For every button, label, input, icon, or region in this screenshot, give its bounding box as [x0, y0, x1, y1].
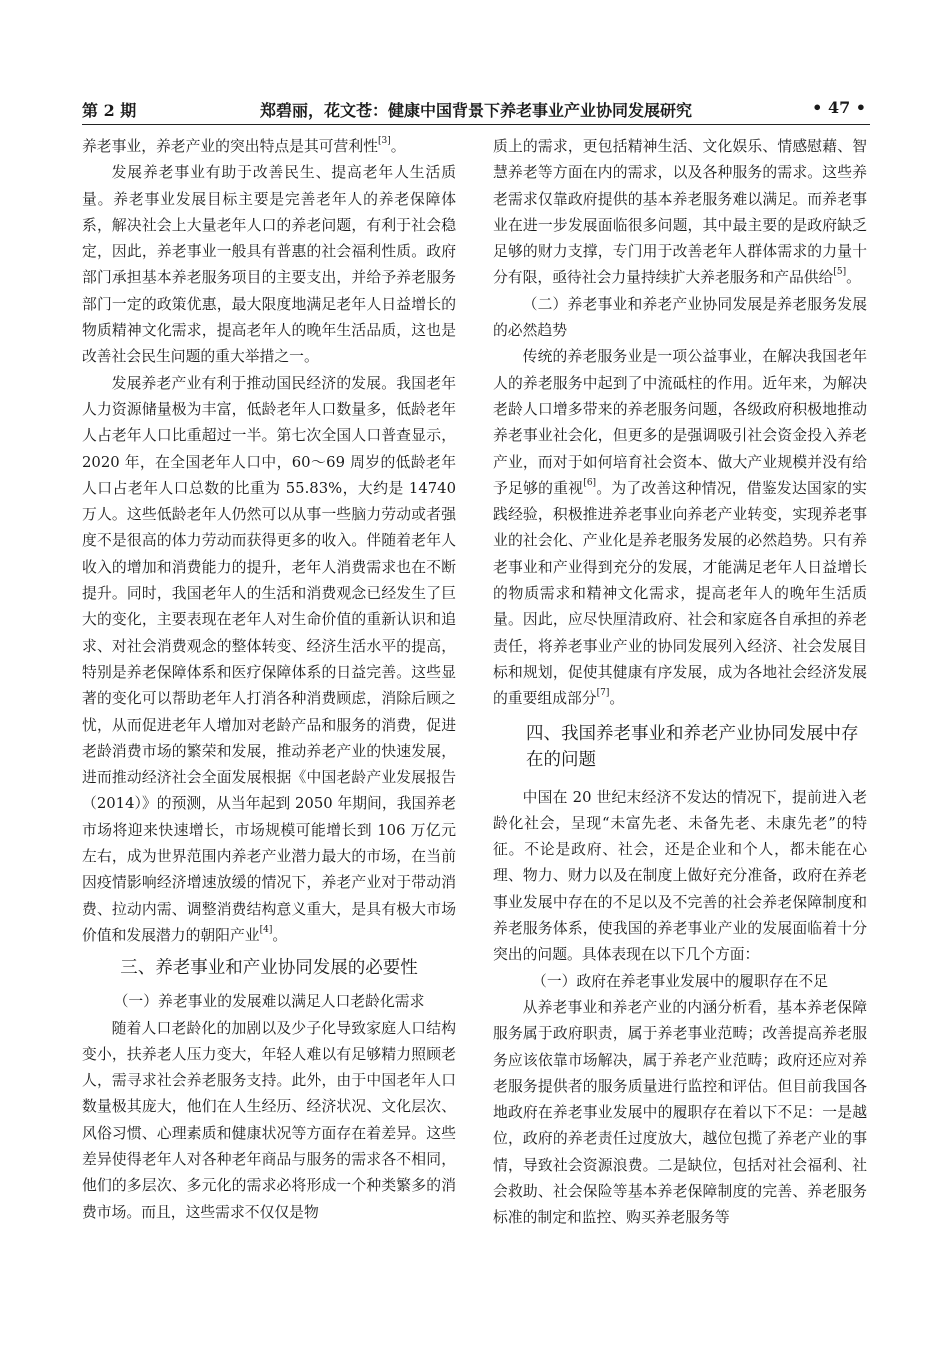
issue-number: 第 2 期 [82, 101, 137, 120]
punctuation: 。 [272, 926, 288, 944]
paragraph: 从养老事业和养老产业的内涵分析看，基本养老保障服务属于政府职责，属于养老事业范畴；改善提高养老服务应该依靠市场解决，属于养老产业范畴；政府还应对养老服务提供者的服务质量进行监控和评估。但目前我国各地政府在养老事业发展中的履职存在着以下不足：一是越位，政府的养老责任过度放大，越位包揽了养老产业的事情，导致社会资源浪费。二是缺位，包括对社会福利、社会救助、社会保险等基本养老保障制度的完善、养老服务标准的制定和监控、购买养老服务等 [493, 998, 867, 1227]
paragraph: 中国在 20 世纪末经济不发达的情况下，提前进入老龄化社会，呈现“未富先老、未备先老、未康先老”的特征。不论是政府、社会，还是企业和个人，都未能在心理、物力、财力以及在制度上做好充分准备，政府在养老事业发展中存在的不足以及不完善的社会养老保障制度和养老服务体系，使我国的养老事业产业的发展面临着十分突出的问题。具体表现在以下几个方面： [493, 788, 867, 964]
paragraph [82, 371, 456, 950]
section-heading: 三、养老事业和产业协同发展的必要性 [120, 958, 418, 979]
paragraph-text: 。为了改善这种情况，借鉴发达国家的实践经验，积极推进养老事业向养老产业转变，实现养老事业的社会化、产业化是养老服务发展的必然趋势。只有养老事业和产业得到充分的发展，才能满足老年人日益增长的物质需求和精神文化需求，提高老年人的晚年生活质量。因此，应尽快厘清政府、社会和家庭各自承担的养老责任，将养老事业产业的协同发展列入经济、社会发展目标和规划，促使其健康有序发展，成为各地社会经济发展的重要组成部分 [493, 479, 867, 708]
subsection-heading: （一）政府在养老事业发展中的履职存在不足 [532, 972, 828, 990]
paragraph [493, 344, 867, 712]
paragraph-text: 养老事业，养老产业的突出特点是其可营利性 [82, 138, 378, 155]
citation-ref: [7] [596, 688, 610, 699]
paragraph-text: 质上的需求，更包括精神生活、文化娱乐、情感慰藉、智慧养老等方面在内的需求，以及各种服务的需求。这些养老需求仅靠政府提供的基本养老服务难以满足。而养老事业在进一步发展面临很多问题，其中最主要的是政府缺乏足够的财力支撑，专门用于改善老年人群体需求的力量十分有限，亟待社会力量持续扩大养老服务和产品供给 [493, 138, 867, 287]
subsection-heading: （一）养老事业的发展难以满足人口老龄化需求 [113, 993, 425, 1011]
citation-ref: [5] [833, 267, 847, 278]
citation-ref: [3] [377, 136, 391, 146]
punctuation: 。 [609, 690, 625, 708]
paragraph [493, 134, 867, 292]
paragraph: 发展养老事业有助于改善民生、提高老年人生活质量。养老事业发展目标主要是完善老年人的养老保障体系，解决社会上大量老年人口的养老问题，有利于社会稳定，因此，养老事业一般具有普惠的社会福利性质。政府部门承担基本养老服务项目的主要支出，并给予养老服务部门一定的政策优惠，最大限度地满足老年人日益增长的物质精神文化需求，提高老年人的晚年生活品质，这也是改善社会民生问题的重大举措之一。 [82, 164, 456, 366]
left-column [82, 134, 456, 1226]
paragraph: 随着人口老龄化的加剧以及少子化导致家庭人口结构变小，扶养老人压力变大，年轻人难以有足够精力照顾老人，需寻求社会养老服务支持。此外，由于中国老年人口数量极其庞大，他们在人生经历、经济状况、文化层次、风俗习惯、心理素质和健康状况等方面存在着差异。这些差异使得老年人对各种老年商品与服务的需求各不相同，他们的多层次、多元化的需求必将形成一个种类繁多的消费市场。而且，这些需求不仅仅是物 [82, 1019, 456, 1221]
section-heading: 四、我国养老事业和养老产业协同发展中存在的问题 [526, 723, 859, 770]
citation-ref: [6] [583, 477, 597, 488]
page-number: • 47 • [812, 98, 866, 117]
running-header [82, 92, 870, 122]
paragraph-text: 发展养老产业有利于推动国民经济的发展。我国老年人力资源储量极为丰富，低龄老年人口数量多，低龄老年人占老年人口比重超过一半。第七次全国人口普查显示，2020 年，在全国老年人口中，60～69 周岁的低龄老年人口占老年人口总数的比重为 55.83%，大约是 14740 万人。这些低龄老年人仍然可以从事一些脑力劳动或者强度不是很高的体力劳动而获得更多的收入。伴随着老年人收入的增加和消费能力的提升，老年人消费需求也在不断提升。同时，我国老年人的生活和消费观念已经发生了巨大的变化，主要表现在老年人对生命价值的重新认识和追求、对社会消费观念的整体转变、经济生活水平的提高，特别是养老保障体系和医疗保障体系的日益完善。这些显著的变化可以帮助老年人打消各种消费顾虑，消除后顾之忧，从而促进老年人增加对老龄产品和服务的消费，促进老龄消费市场的繁荣和发展，推动养老产业的快速发展，进而推动经济社会全面发展根据《中国老龄产业发展报告（2014）》的预测，从当年起到 2050 年期间，我国养老市场将迎来快速增长，市场规模可能增长到 106 万亿元左右，成为世界范围内养老产业潜力最大的市场，在当前因疫情影响经济增速放缓的情况下，养老产业对于带动消费、拉动内需、调整消费结构意义重大，是具有极大市场价值和发展潜力的朝阳产业 [82, 374, 456, 944]
punctuation: 。 [846, 269, 861, 287]
paragraph-text: 传统的养老服务业是一项公益事业，在解决我国老年人的养老服务中起到了中流砥柱的作用。近年来，为解决老龄人口增多带来的养老服务问题，各级政府积极地推动养老事业社会化，但更多的是强调吸引社会资金投入养老产业，而对于如何培育社会资本、做大产业规模并没有给予足够的重视 [493, 348, 867, 497]
header-rule [82, 124, 870, 125]
punctuation: 。 [390, 138, 406, 155]
right-column [493, 134, 867, 1232]
running-title: 郑碧丽，花文苍：健康中国背景下养老事业产业协同发展研究 [259, 101, 692, 120]
subsection-heading: （二）养老事业和养老产业协同发展是养老服务发展的必然趋势 [493, 295, 867, 340]
citation-ref: [4] [259, 924, 273, 935]
paragraph [82, 134, 456, 160]
